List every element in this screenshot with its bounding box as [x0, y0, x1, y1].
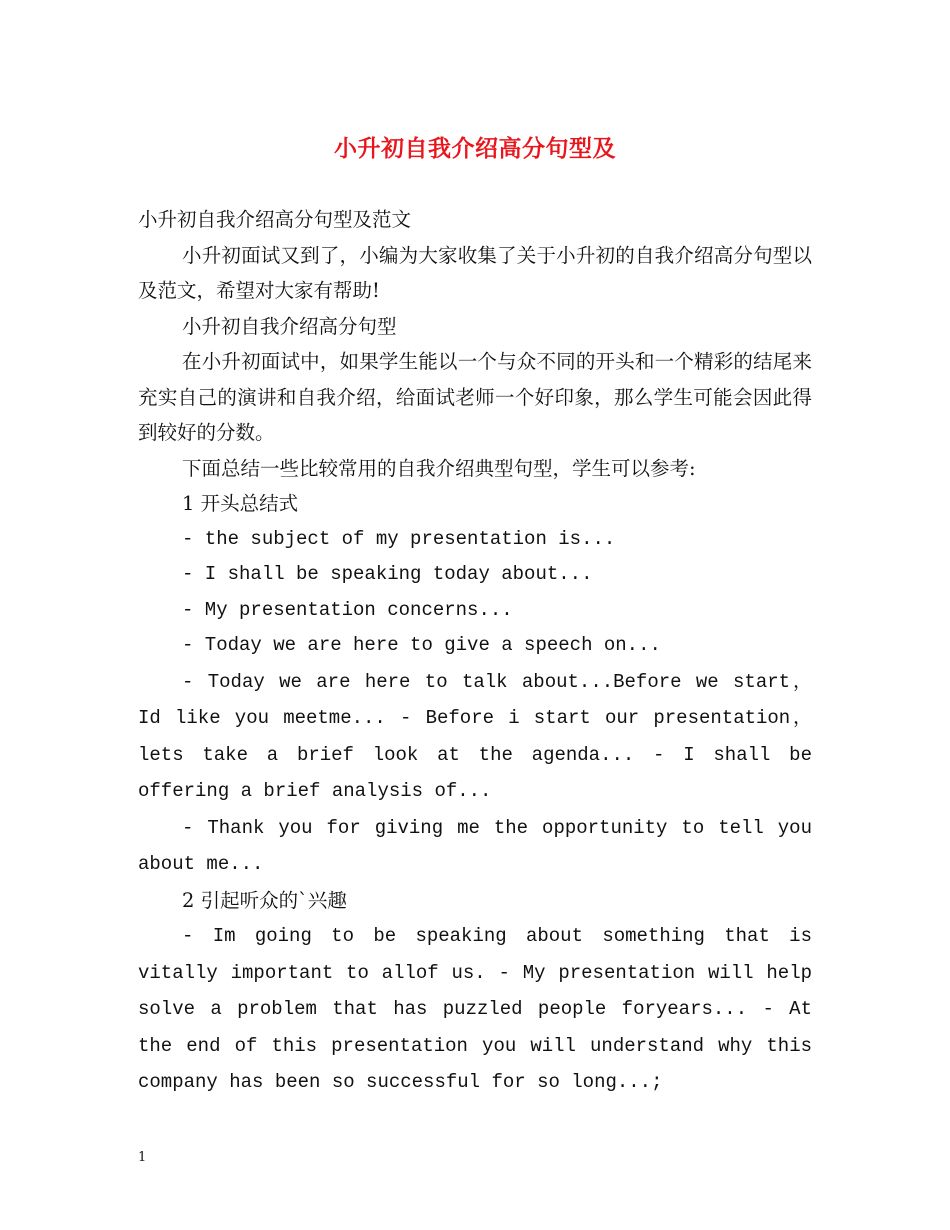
document-body [138, 202, 812, 1101]
section-heading-opening: 1 开头总结式 [182, 492, 299, 515]
list-item: - I shall be speaking today about... [182, 563, 593, 585]
document-title: 小升初自我介绍高分句型及 [334, 135, 616, 162]
list-item: - Today we are here to talk about...Before we start， Id like you meetme... - Before i start our presentation， lets take a brief look at the agenda... - I shall be offering a brief analysis of... [138, 670, 812, 802]
paragraph-heading: 小升初自我介绍高分句型及范文 [138, 208, 412, 231]
list-item: - the subject of my presentation is... [182, 527, 616, 550]
paragraph-summary: 下面总结一些比较常用的自我介绍典型句型，学生可以参考: [182, 456, 696, 480]
section-heading-interest: 2 引起听众的`兴趣 [182, 888, 347, 912]
list-item: - My presentation concerns... [182, 598, 513, 621]
paragraph-intro: 小升初面试又到了，小编为大家收集了关于小升初的自我介绍高分句型以及范文，希望对大家有帮助! [138, 243, 812, 302]
list-item: - Im going to be speaking about something that is vitally important to allof us. - My presentation will help solve a problem that has puzzled people foryears... - At the end of this presentation you will understand why this company has been so successful for so long...; [138, 925, 812, 1093]
list-item: - Thank you for giving me the opportunity to tell you about me... [138, 816, 812, 875]
page-number: 1 [138, 1150, 147, 1165]
paragraph-description: 在小升初面试中，如果学生能以一个与众不同的开头和一个精彩的结尾来充实自己的演讲和自我介绍，给面试老师一个好印象，那么学生可能会因此得到较好的分数。 [138, 350, 812, 444]
list-item: - Today we are here to give a speech on... [182, 634, 661, 656]
paragraph-subheading: 小升初自我介绍高分句型 [182, 314, 397, 338]
